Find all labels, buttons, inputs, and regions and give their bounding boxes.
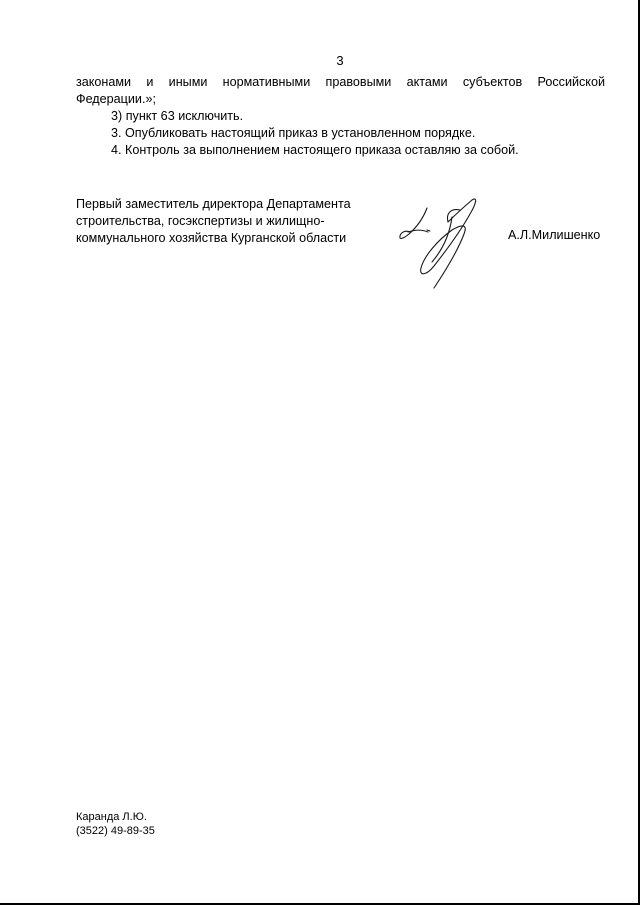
signer-position-line-1: Первый заместитель директора Департамента <box>76 197 351 211</box>
executor-name: Каранда Л.Ю. <box>76 811 147 823</box>
executor-phone: (3522) 49-89-35 <box>76 825 155 837</box>
signer-position-line-3: коммунального хозяйства Курганской области <box>76 231 347 245</box>
page-number: 3 <box>336 53 344 68</box>
body-line-2: Федерации.»; <box>76 92 156 106</box>
body-line-1: законами и иными нормативными правовыми актами субъектов Российской <box>76 75 605 89</box>
signer-position <box>76 196 351 247</box>
contact-block <box>76 810 155 838</box>
handwritten-signature <box>390 192 485 292</box>
item-control: 4. Контроль за выполнением настоящего приказа оставляю за собой. <box>111 143 519 157</box>
signer-position-line-2: строительства, госэкспертизы и жилищно- <box>76 214 325 228</box>
item-publish: 3. Опубликовать настоящий приказ в установленном порядке. <box>111 126 476 140</box>
signer-name: А.Л.Милишенко <box>508 228 601 242</box>
item-point-63: 3) пункт 63 исключить. <box>111 109 244 123</box>
